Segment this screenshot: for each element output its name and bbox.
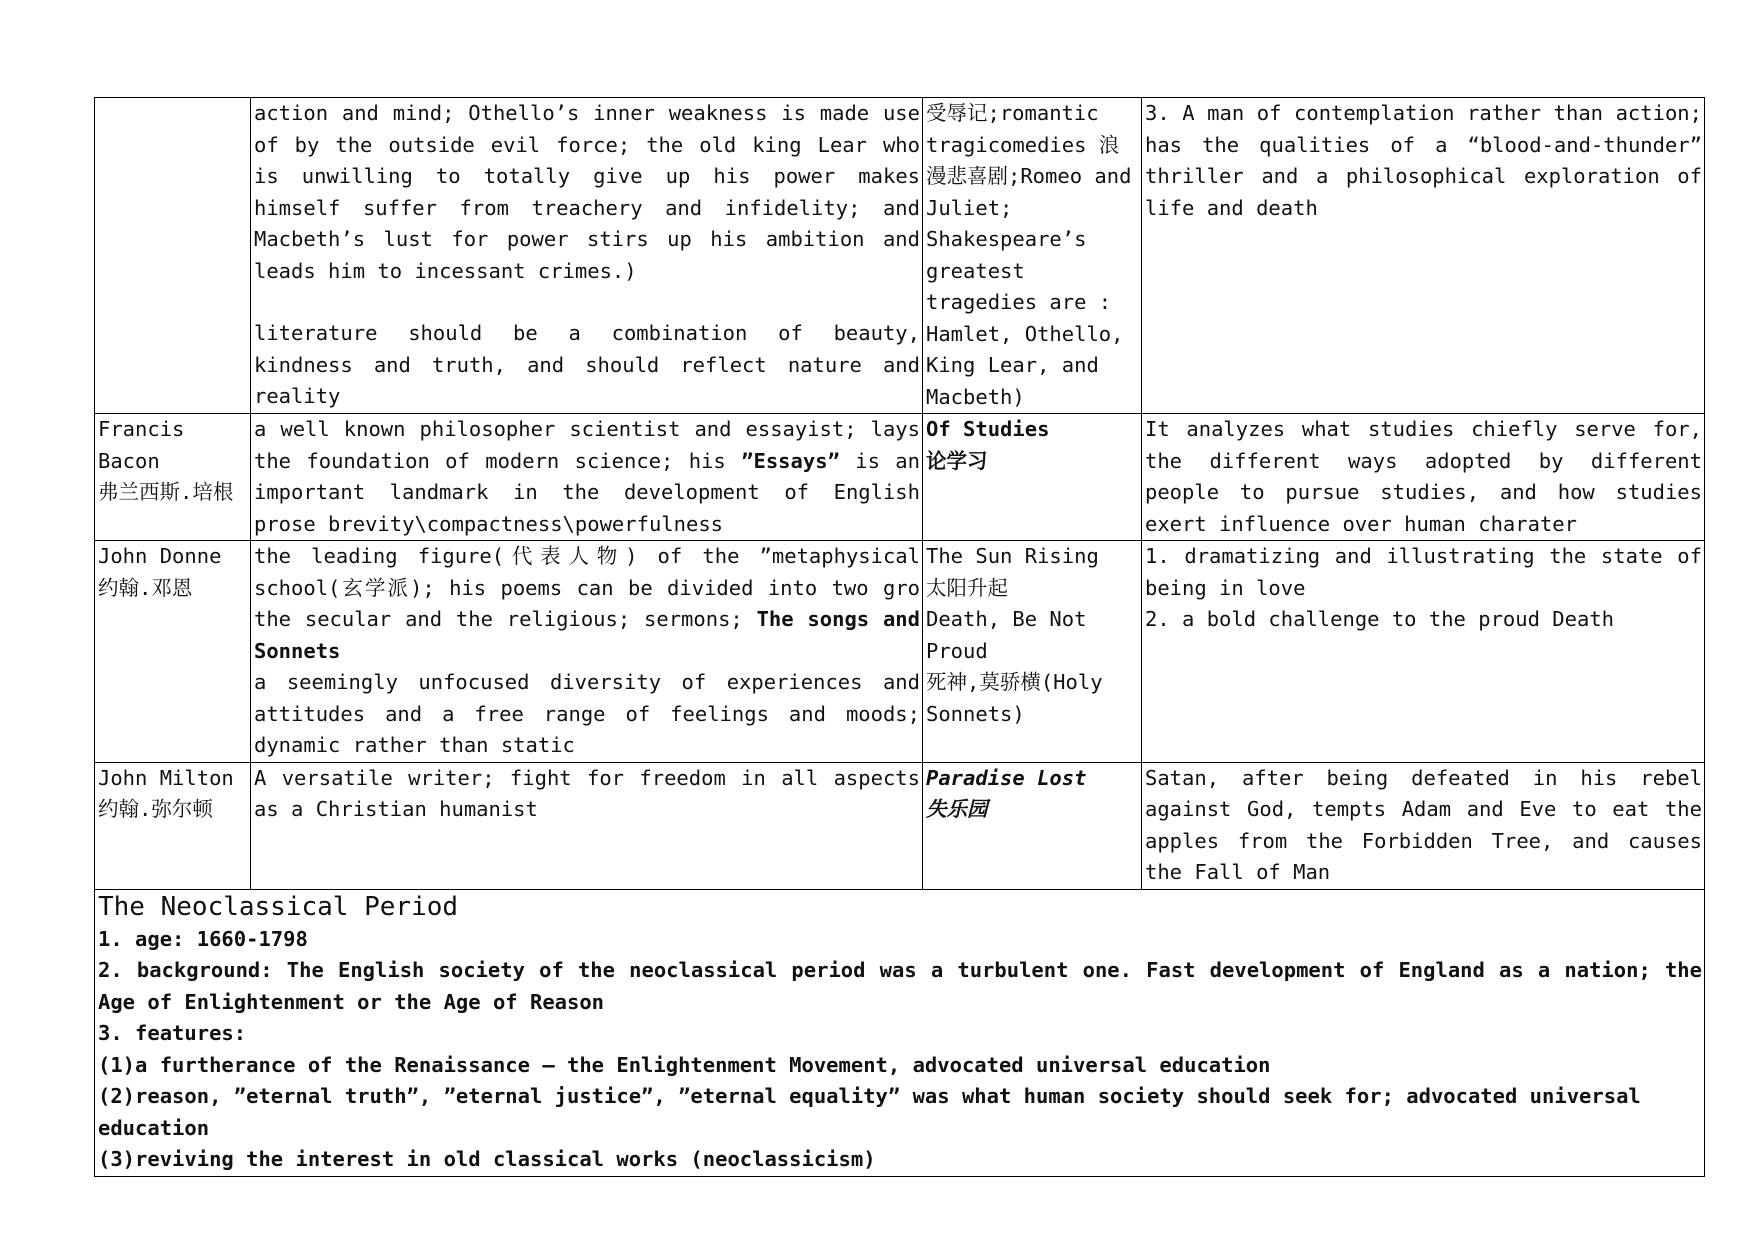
work-title-en: Of Studies xyxy=(926,417,1050,441)
feature-item: (3)reviving the interest in old classical works (neoclassicism) xyxy=(98,1147,876,1171)
author-name-en: John Donne xyxy=(98,544,222,568)
feature-item: (2)reason, ”eternal truth”, ”eternal justice”, ”eternal equality” was what human society should seek for; advocated universal education xyxy=(98,1084,1641,1140)
period-age: 1. age: 1660-1798 xyxy=(98,926,308,951)
description-text-2: literature should be a combination of beauty, kindness and truth, and should reflect nature and reality xyxy=(254,321,920,408)
notes-cell xyxy=(1142,541,1705,763)
notes-cell: Satan, after being defeated in his rebel against God, tempts Adam and Eve to eat the apples from the Forbidden Tree, and causes the Fall of Man xyxy=(1142,762,1705,889)
description-text: a well known philosopher scientist and essayist; lays the foundation of modern science; his xyxy=(254,417,920,473)
notes-cell: 3. A man of contemplation rather than action; has the qualities of a “blood-and-thunder” thriller and a philosophical exploration of life and death xyxy=(1142,98,1705,414)
work-title: The Sun Rising xyxy=(926,544,1099,568)
author-name-zh: 弗兰西斯.培根 xyxy=(98,480,234,504)
work-title-zh: 论学习 xyxy=(926,448,988,473)
period-background: 2. background: The English society of the neoclassical period was a turbulent one. Fast development of England as a nation; the Age of Enlightenment or the Age of Reason xyxy=(98,958,1702,1014)
description-cell: A versatile writer; fight for freedom in all aspects as a Christian humanist xyxy=(251,762,923,889)
author-name-en: John Milton xyxy=(98,765,234,790)
table-row-shakespeare xyxy=(95,98,1705,414)
description-cell xyxy=(251,541,923,763)
author-name-zh: 约翰.邓恩 xyxy=(98,575,193,600)
work-title-en: Paradise Lost xyxy=(926,765,1087,790)
works-cell xyxy=(923,541,1142,763)
description-text-post: is an important landmark in the development of English prose brevity\compactness\powerfulness xyxy=(254,448,920,536)
note-item: 2. a bold challenge to the proud Death xyxy=(1145,607,1614,631)
works-cell: 受辱记;romantic tragicomedies 浪漫悲喜剧;Romeo and Juliet; Shakespeare’s greatest tragedies are : Hamlet, Othello, King Lear, and Macbeth) xyxy=(923,98,1142,414)
period-features-heading: 3. features: xyxy=(98,1021,247,1045)
work-title-zh: 死神,莫骄横(Holy Sonnets) xyxy=(926,670,1103,726)
author-name-zh: 约翰.弥尔顿 xyxy=(98,797,213,821)
table-row-bacon xyxy=(95,414,1705,541)
description-cell xyxy=(251,98,923,414)
note-item: 1. dramatizing and illustrating the state of being in love xyxy=(1145,544,1702,600)
description-text: action and mind; Othello’s inner weakness is made use of by the outside evil force; the old king Lear who is unwilling to totally give up his power makes himself suffer from treachery and infidelity; and Macbeth’s lust for power stirs up his ambition and leads him to incessant crimes.) xyxy=(254,101,920,283)
description-cell xyxy=(251,414,923,541)
notes-cell: It analyzes what studies chiefly serve for, the different ways adopted by different people to pursue studies, and how studies exert influence over human charater xyxy=(1142,414,1705,541)
table-row-neoclassical xyxy=(95,889,1705,1176)
description-text-post: a seemingly unfocused diversity of experiences and attitudes and a free range of feelings and moods; dynamic rather than static xyxy=(254,670,920,757)
table-row-milton xyxy=(95,762,1705,889)
work-title-zh: 太阳升起 xyxy=(926,575,1008,600)
feature-item: (1)a furtherance of the Renaissance – the Enlightenment Movement, advocated universal education xyxy=(98,1052,1271,1077)
table-row-donne xyxy=(95,541,1705,763)
author-name-en: Francis Bacon xyxy=(98,417,185,473)
works-cell xyxy=(923,414,1142,541)
songs-sonnets-title: The songs and Sonnets xyxy=(254,607,920,663)
period-title: The Neoclassical Period xyxy=(98,891,459,922)
literature-table xyxy=(94,97,1705,1177)
author-cell xyxy=(95,762,251,889)
author-cell xyxy=(95,98,251,414)
neoclassical-cell xyxy=(95,889,1705,1176)
work-title-zh: 失乐园 xyxy=(926,797,988,821)
works-cell xyxy=(923,762,1142,889)
author-cell xyxy=(95,414,251,541)
work-title: Death, Be Not Proud xyxy=(926,607,1087,663)
essays-title: ”Essays” xyxy=(741,448,840,473)
description-text: the leading figure(代表人物) of the ”metaphysical school(玄学派); his poems can be divided into two gro the secular and the religious; sermons; xyxy=(254,544,920,631)
author-cell xyxy=(95,541,251,763)
period-details xyxy=(98,924,1702,1176)
